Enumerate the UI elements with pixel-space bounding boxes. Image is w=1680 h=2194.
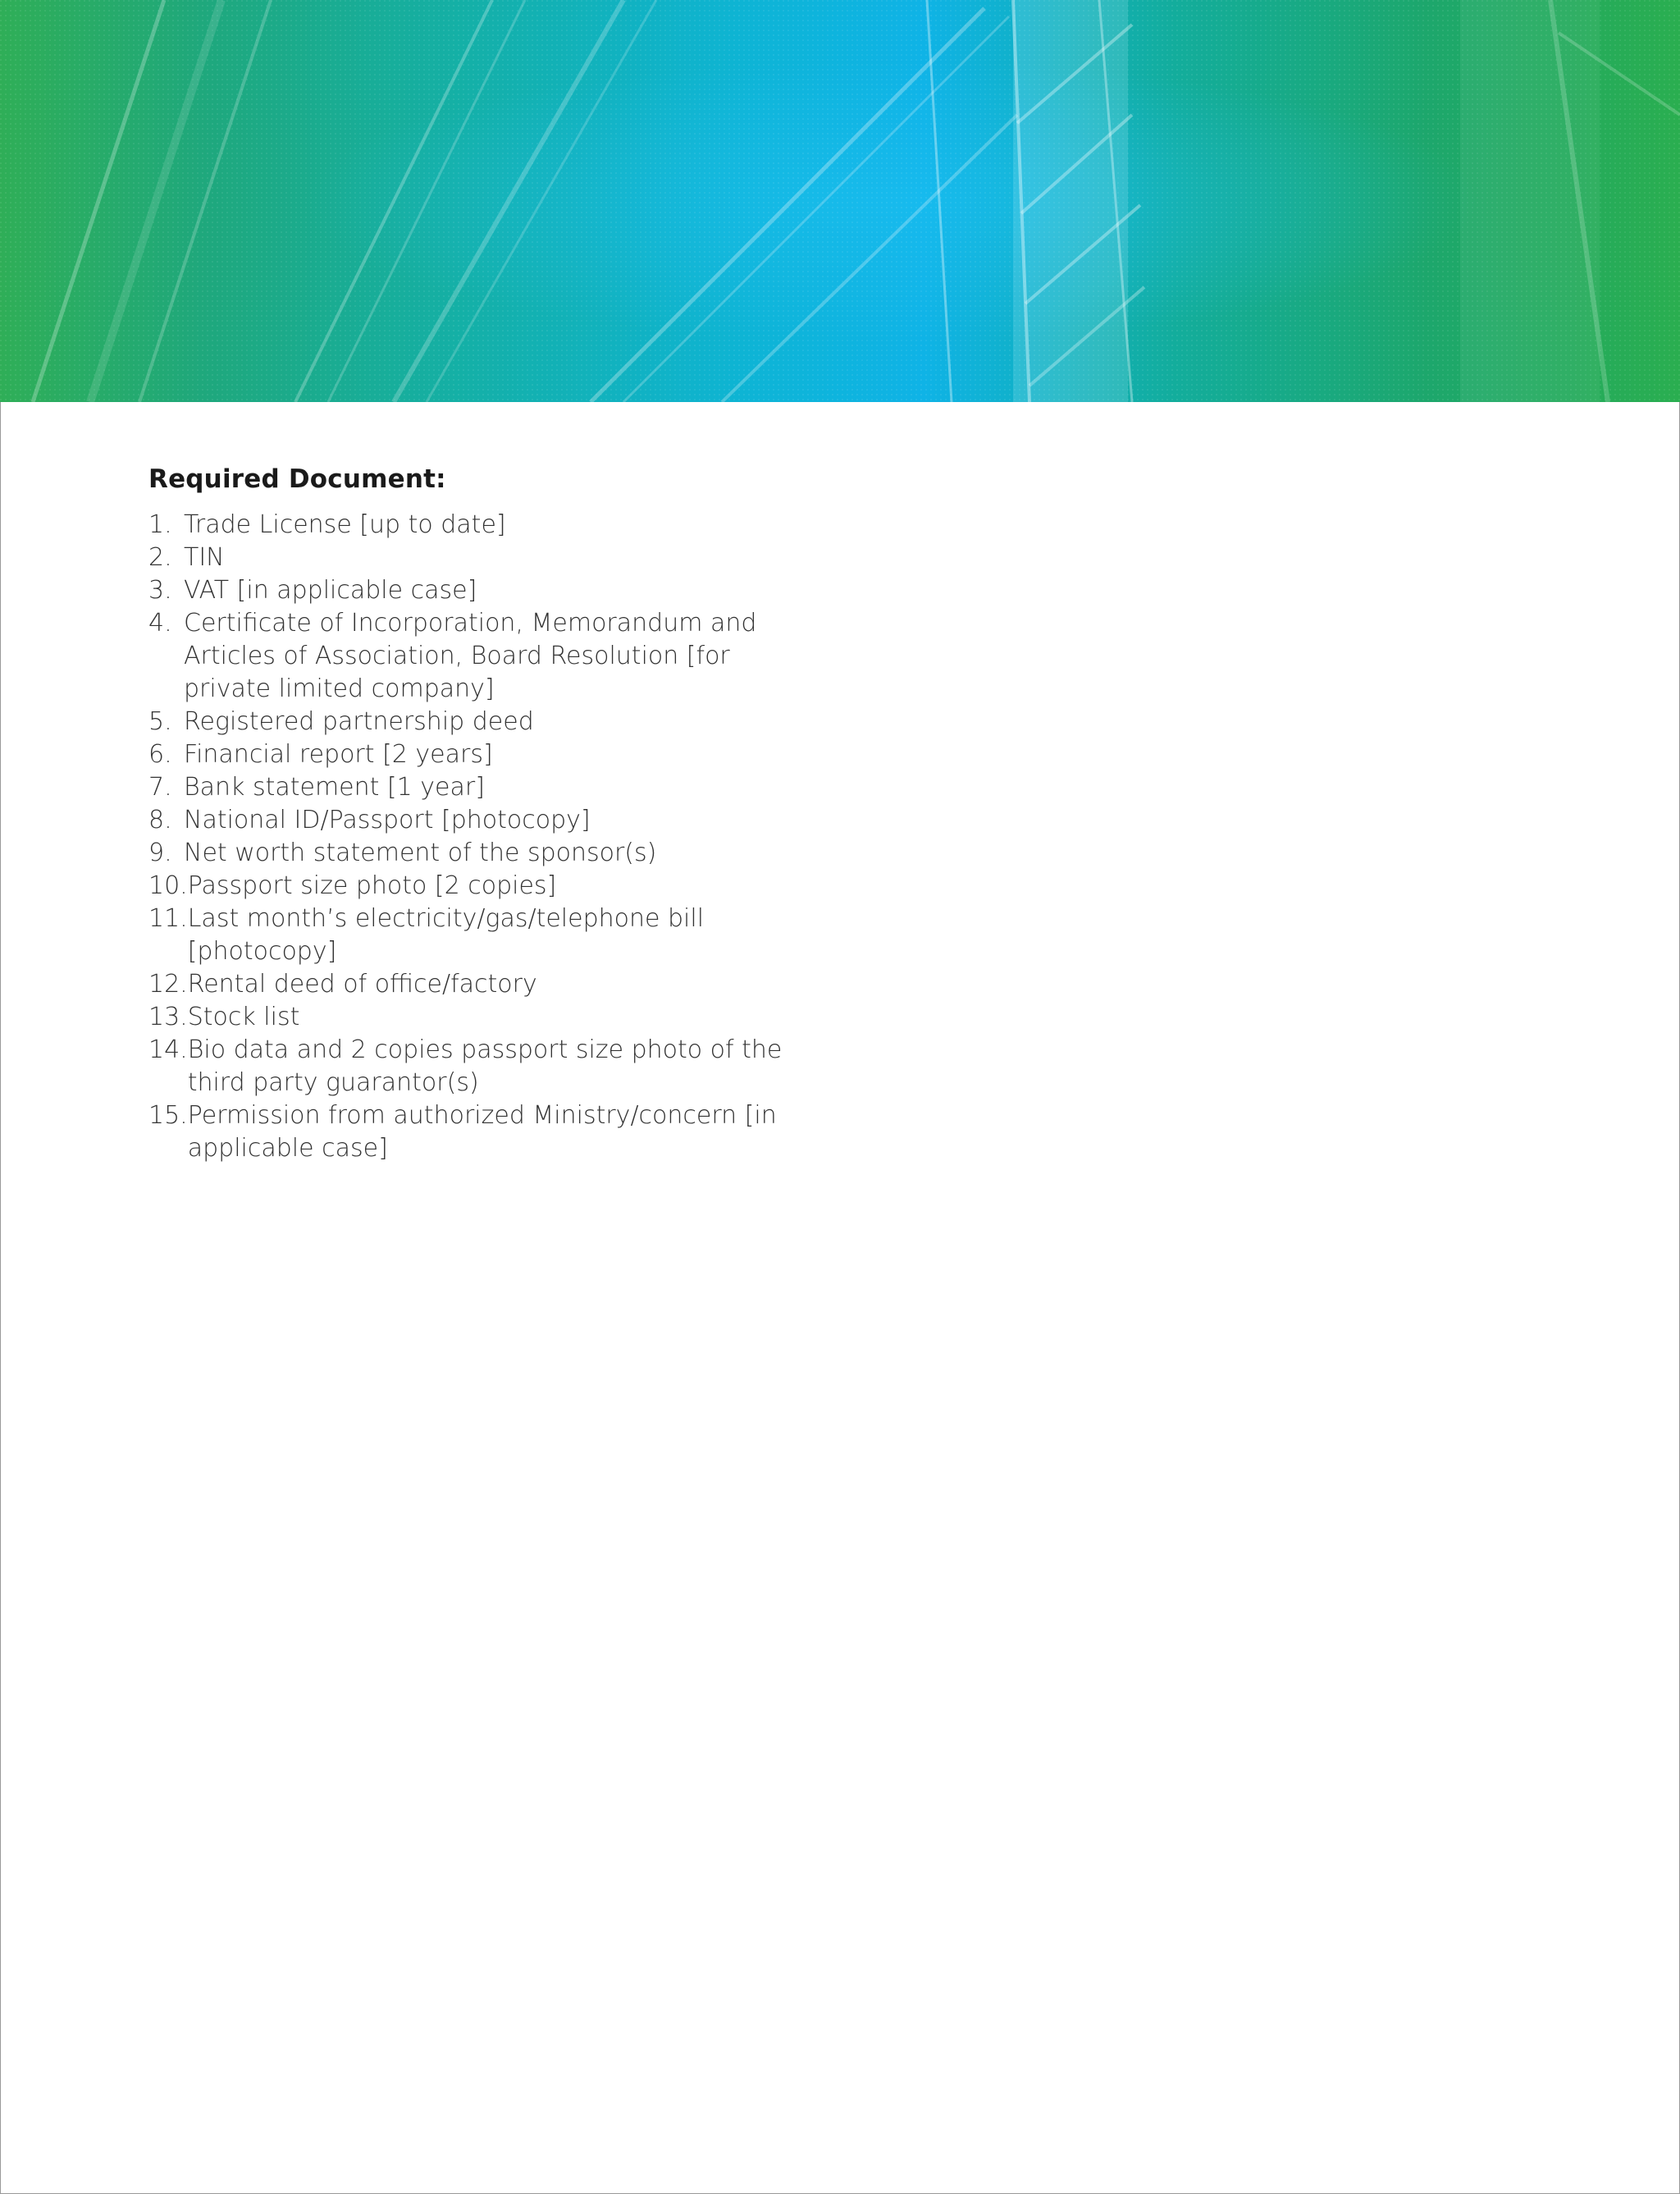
banner-graphic <box>0 0 1680 402</box>
list-item-number: 2. <box>148 543 172 572</box>
list-item-number: 13. <box>148 1003 188 1031</box>
list-item <box>148 903 788 968</box>
list-item <box>148 1034 788 1099</box>
list-item <box>148 771 788 804</box>
list-item-number: 12. <box>148 970 188 999</box>
list-item <box>148 870 788 903</box>
list-item-number: 9. <box>148 839 172 867</box>
list-item-number: 6. <box>148 740 172 769</box>
list-item-text: Rental deed of office/factory <box>187 970 537 999</box>
list-item-text: Stock list <box>187 1003 300 1031</box>
list-item-number: 1. <box>148 510 172 539</box>
list-item-text: Trade License [up to date] <box>184 510 506 539</box>
list-item <box>148 1001 788 1034</box>
list-item-text: Certificate of Incorporation, Memorandum and Articles of Association, Board Resolution [for private limited company] <box>184 609 757 703</box>
list-item <box>148 607 788 706</box>
list-item <box>148 738 788 771</box>
list-item-text: Bio data and 2 copies passport size photo of the third party guarantor(s) <box>187 1035 783 1097</box>
list-item-text: Net worth statement of the sponsor(s) <box>184 839 657 867</box>
list-item-text: Bank statement [1 year] <box>184 773 485 802</box>
document-list <box>148 509 788 1165</box>
list-item-text: TIN <box>184 543 225 572</box>
list-item <box>148 1099 788 1165</box>
list-item <box>148 837 788 870</box>
list-item-text: Registered partnership deed <box>184 707 534 736</box>
list-item <box>148 509 788 542</box>
list-item-text: Passport size photo [2 copies] <box>187 871 557 900</box>
list-item-text: VAT [in applicable case] <box>184 576 477 605</box>
header-banner-image <box>0 0 1680 402</box>
list-item-number: 5. <box>148 707 172 736</box>
list-item-number: 4. <box>148 609 172 638</box>
list-item-text: National ID/Passport [photocopy] <box>184 806 591 834</box>
list-item-number: 15. <box>148 1101 188 1130</box>
list-item <box>148 574 788 607</box>
list-item-number: 10. <box>148 871 188 900</box>
list-item-number: 11. <box>148 904 188 933</box>
list-item <box>148 706 788 738</box>
list-item-text: Last month’s electricity/gas/telephone bill [photocopy] <box>187 904 705 966</box>
list-item <box>148 804 788 837</box>
list-item-number: 3. <box>148 576 172 605</box>
list-item-text: Permission from authorized Ministry/concern [in applicable case] <box>187 1101 777 1163</box>
list-item-number: 14. <box>148 1035 188 1064</box>
list-item-text: Financial report [2 years] <box>184 740 493 769</box>
list-item-number: 7. <box>148 773 172 802</box>
list-item <box>148 542 788 574</box>
list-item-number: 8. <box>148 806 172 834</box>
required-documents-section <box>148 464 788 1165</box>
section-title: Required Document: <box>148 464 446 494</box>
list-item <box>148 968 788 1001</box>
